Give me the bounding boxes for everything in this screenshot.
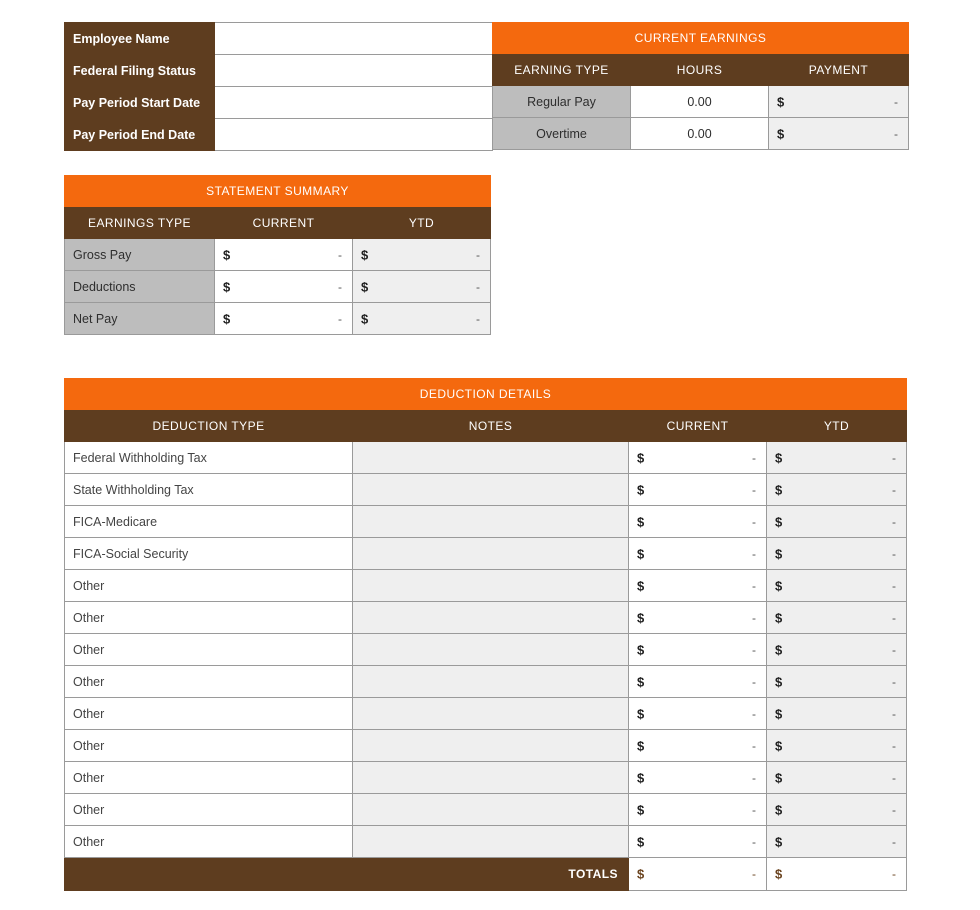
current-earnings-table (492, 22, 909, 150)
deduction-current[interactable] (629, 666, 767, 698)
deduction-ytd[interactable] (767, 826, 907, 858)
column-header-payment: PAYMENT (769, 54, 909, 86)
deduction-current[interactable] (629, 794, 767, 826)
deduction-notes[interactable] (353, 698, 629, 730)
amount-value: - (476, 247, 480, 262)
amount-value: - (752, 514, 756, 529)
deduction-notes[interactable] (353, 538, 629, 570)
table-row (65, 570, 907, 602)
deduction-notes[interactable] (353, 474, 629, 506)
column-header-ytd: YTD (767, 410, 907, 442)
currency-symbol: $ (775, 482, 783, 497)
currency-symbol: $ (775, 642, 783, 657)
deduction-current[interactable] (629, 826, 767, 858)
amount-value: - (892, 738, 896, 753)
deduction-ytd[interactable] (767, 666, 907, 698)
currency-symbol: $ (637, 738, 645, 753)
table-row (65, 794, 907, 826)
amount-value: - (752, 642, 756, 657)
deduction-notes[interactable] (353, 634, 629, 666)
amount-value: - (752, 802, 756, 817)
deduction-ytd[interactable] (767, 698, 907, 730)
column-header-ytd: YTD (353, 207, 491, 239)
totals-current (629, 858, 767, 891)
deduction-current[interactable] (629, 602, 767, 634)
table-row (65, 23, 493, 55)
table-row (65, 730, 907, 762)
employee-info-table (64, 22, 493, 151)
column-header-current: CURRENT (215, 207, 353, 239)
column-header-current: CURRENT (629, 410, 767, 442)
deduction-details-title-row (65, 379, 907, 410)
deduction-notes[interactable] (353, 442, 629, 474)
deductions-ytd[interactable] (353, 271, 491, 303)
table-row (65, 698, 907, 730)
table-row (65, 303, 491, 335)
deduction-details-title: DEDUCTION DETAILS (65, 379, 907, 410)
deduction-notes[interactable] (353, 826, 629, 858)
amount-value: - (752, 450, 756, 465)
amount-value: - (752, 674, 756, 689)
totals-label: TOTALS (65, 858, 629, 891)
deduction-ytd[interactable] (767, 570, 907, 602)
deduction-ytd[interactable] (767, 634, 907, 666)
currency-symbol: $ (637, 514, 645, 529)
pay-period-end-date-label: Pay Period End Date (65, 119, 215, 151)
deduction-ytd[interactable] (767, 602, 907, 634)
currency-symbol: $ (775, 802, 783, 817)
column-header-earning-type: EARNING TYPE (493, 54, 631, 86)
amount-value: - (752, 546, 756, 561)
deduction-notes[interactable] (353, 666, 629, 698)
table-row (65, 506, 907, 538)
amount-value: - (892, 834, 896, 849)
currency-symbol: $ (637, 482, 645, 497)
currency-symbol: $ (637, 578, 645, 593)
currency-symbol: $ (775, 450, 783, 465)
deduction-details-header-row (65, 410, 907, 442)
pay-period-start-date-field[interactable] (215, 87, 493, 119)
deduction-ytd[interactable] (767, 506, 907, 538)
currency-symbol: $ (775, 546, 783, 561)
amount-value: - (752, 610, 756, 625)
amount-value: - (752, 867, 756, 881)
deduction-current[interactable] (629, 634, 767, 666)
amount-value: - (476, 279, 480, 294)
currency-symbol: $ (777, 94, 785, 109)
federal-filing-status-field[interactable] (215, 55, 493, 87)
amount-value: - (338, 247, 342, 262)
statement-summary-header-row (65, 207, 491, 239)
currency-symbol: $ (637, 450, 645, 465)
currency-symbol: $ (637, 834, 645, 849)
currency-symbol: $ (637, 546, 645, 561)
currency-symbol: $ (223, 311, 231, 326)
deduction-current[interactable] (629, 442, 767, 474)
column-header-deduction-type: DEDUCTION TYPE (65, 410, 353, 442)
table-row (65, 634, 907, 666)
table-row (65, 55, 493, 87)
deduction-type: Other (65, 762, 353, 794)
currency-symbol: $ (775, 770, 783, 785)
employee-name-field[interactable] (215, 23, 493, 55)
gross-pay-current[interactable] (215, 239, 353, 271)
statement-summary-table (64, 175, 491, 335)
summary-type-deductions: Deductions (65, 271, 215, 303)
amount-value: - (894, 126, 898, 141)
amount-value: - (892, 578, 896, 593)
deduction-current[interactable] (629, 538, 767, 570)
deduction-type: State Withholding Tax (65, 474, 353, 506)
amount-value: - (892, 674, 896, 689)
earning-type-regular-pay: Regular Pay (493, 86, 631, 118)
payment-overtime[interactable] (769, 118, 909, 150)
deductions-current[interactable] (215, 271, 353, 303)
totals-row (65, 858, 907, 891)
deduction-current[interactable] (629, 730, 767, 762)
table-row (493, 118, 909, 150)
employee-name-label: Employee Name (65, 23, 215, 55)
table-row (65, 538, 907, 570)
deduction-notes[interactable] (353, 506, 629, 538)
deduction-notes[interactable] (353, 602, 629, 634)
currency-symbol: $ (637, 770, 645, 785)
table-row (65, 119, 493, 151)
deduction-details-table (64, 378, 907, 891)
currency-symbol: $ (777, 126, 785, 141)
current-earnings-title: CURRENT EARNINGS (493, 23, 909, 54)
currency-symbol: $ (775, 738, 783, 753)
deduction-notes[interactable] (353, 794, 629, 826)
currency-symbol: $ (637, 866, 645, 882)
table-row (65, 666, 907, 698)
summary-type-net-pay: Net Pay (65, 303, 215, 335)
net-pay-ytd[interactable] (353, 303, 491, 335)
deduction-type: Other (65, 570, 353, 602)
amount-value: - (892, 706, 896, 721)
deduction-ytd[interactable] (767, 442, 907, 474)
currency-symbol: $ (637, 642, 645, 657)
amount-value: - (476, 311, 480, 326)
column-header-notes: NOTES (353, 410, 629, 442)
amount-value: - (892, 642, 896, 657)
table-row (65, 87, 493, 119)
table-row (65, 474, 907, 506)
statement-summary-title: STATEMENT SUMMARY (65, 176, 491, 207)
amount-value: - (892, 514, 896, 529)
deduction-current[interactable] (629, 698, 767, 730)
currency-symbol: $ (775, 674, 783, 689)
deduction-current[interactable] (629, 506, 767, 538)
deduction-current[interactable] (629, 762, 767, 794)
amount-value: - (892, 450, 896, 465)
pay-period-end-date-field[interactable] (215, 119, 493, 151)
deduction-ytd[interactable] (767, 762, 907, 794)
deduction-type: Federal Withholding Tax (65, 442, 353, 474)
table-row (65, 442, 907, 474)
hours-overtime[interactable]: 0.00 (631, 118, 769, 150)
deduction-current[interactable] (629, 474, 767, 506)
pay-period-start-date-label: Pay Period Start Date (65, 87, 215, 119)
federal-filing-status-label: Federal Filing Status (65, 55, 215, 87)
deduction-ytd[interactable] (767, 794, 907, 826)
deduction-notes[interactable] (353, 570, 629, 602)
deduction-type: Other (65, 698, 353, 730)
current-earnings-header-row (493, 54, 909, 86)
amount-value: - (892, 546, 896, 561)
deduction-type: FICA-Medicare (65, 506, 353, 538)
deduction-ytd[interactable] (767, 538, 907, 570)
statement-summary-title-row (65, 176, 491, 207)
column-header-earnings-type: EARNINGS TYPE (65, 207, 215, 239)
deduction-type: Other (65, 794, 353, 826)
deduction-current[interactable] (629, 570, 767, 602)
deduction-type: Other (65, 634, 353, 666)
deduction-notes[interactable] (353, 730, 629, 762)
currency-symbol: $ (223, 279, 231, 294)
deduction-type: FICA-Social Security (65, 538, 353, 570)
currency-symbol: $ (361, 279, 369, 294)
current-earnings-title-row (493, 23, 909, 54)
earning-type-overtime: Overtime (493, 118, 631, 150)
net-pay-current[interactable] (215, 303, 353, 335)
table-row (65, 271, 491, 303)
table-row (65, 762, 907, 794)
deduction-notes[interactable] (353, 762, 629, 794)
deduction-type: Other (65, 666, 353, 698)
currency-symbol: $ (637, 802, 645, 817)
currency-symbol: $ (637, 610, 645, 625)
table-row (65, 826, 907, 858)
currency-symbol: $ (775, 834, 783, 849)
amount-value: - (892, 770, 896, 785)
deduction-type: Other (65, 730, 353, 762)
deduction-type: Other (65, 602, 353, 634)
currency-symbol: $ (361, 311, 369, 326)
amount-value: - (752, 834, 756, 849)
deduction-ytd[interactable] (767, 474, 907, 506)
currency-symbol: $ (637, 706, 645, 721)
currency-symbol: $ (775, 610, 783, 625)
amount-value: - (892, 610, 896, 625)
currency-symbol: $ (223, 247, 231, 262)
amount-value: - (892, 482, 896, 497)
amount-value: - (894, 94, 898, 109)
gross-pay-ytd[interactable] (353, 239, 491, 271)
table-row (493, 86, 909, 118)
hours-regular-pay[interactable]: 0.00 (631, 86, 769, 118)
deduction-ytd[interactable] (767, 730, 907, 762)
amount-value: - (752, 770, 756, 785)
amount-value: - (892, 802, 896, 817)
currency-symbol: $ (637, 674, 645, 689)
table-row (65, 239, 491, 271)
totals-ytd (767, 858, 907, 891)
amount-value: - (752, 738, 756, 753)
currency-symbol: $ (361, 247, 369, 262)
column-header-hours: HOURS (631, 54, 769, 86)
amount-value: - (338, 311, 342, 326)
amount-value: - (338, 279, 342, 294)
payment-regular-pay[interactable] (769, 86, 909, 118)
amount-value: - (752, 578, 756, 593)
summary-type-gross-pay: Gross Pay (65, 239, 215, 271)
amount-value: - (752, 706, 756, 721)
table-row (65, 602, 907, 634)
amount-value: - (892, 867, 896, 881)
currency-symbol: $ (775, 514, 783, 529)
amount-value: - (752, 482, 756, 497)
deduction-type: Other (65, 826, 353, 858)
currency-symbol: $ (775, 706, 783, 721)
currency-symbol: $ (775, 578, 783, 593)
currency-symbol: $ (775, 866, 783, 882)
